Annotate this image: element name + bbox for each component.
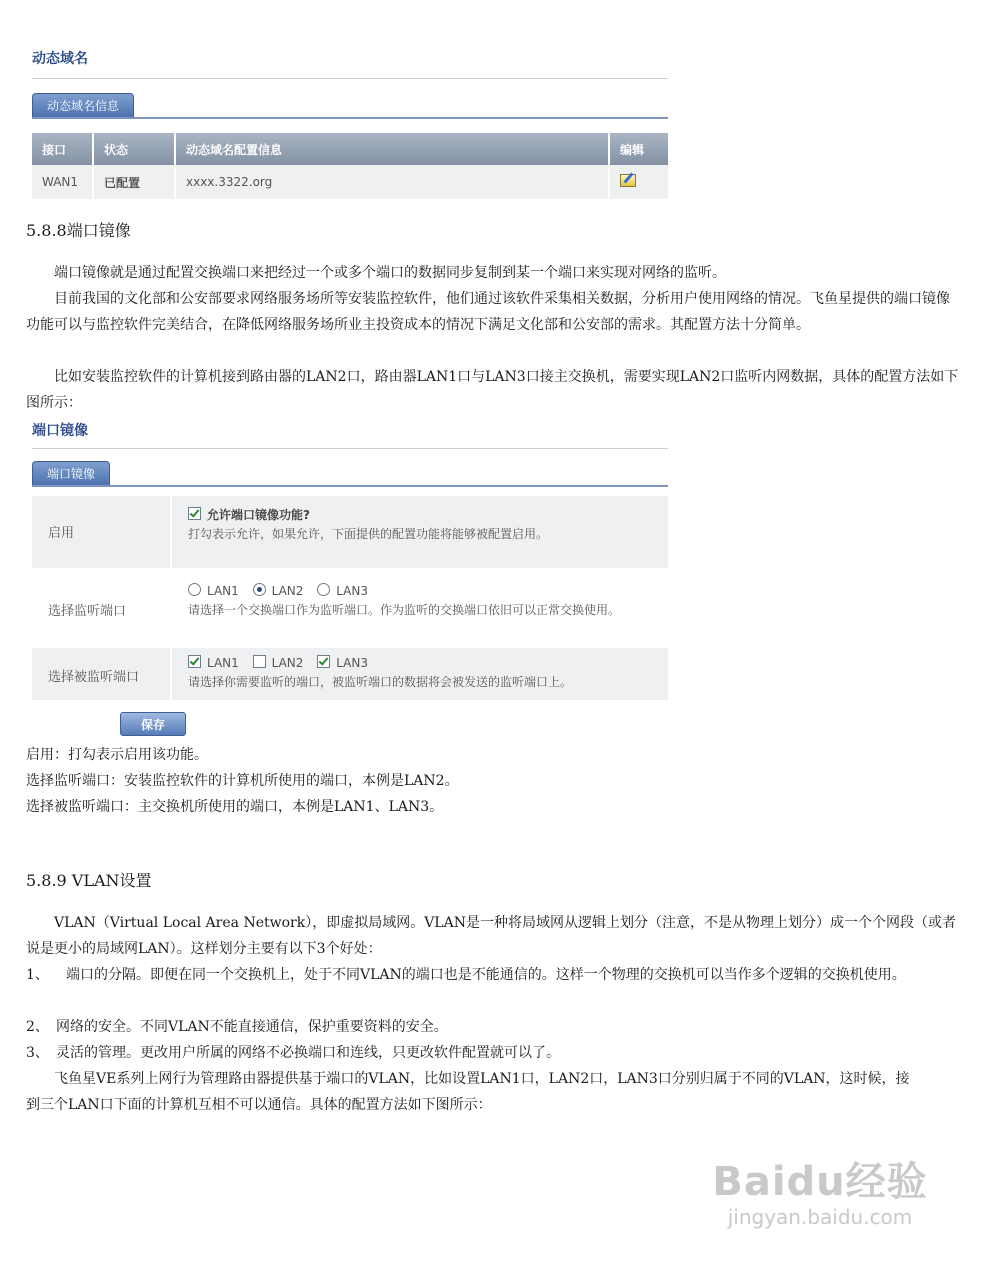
- vlan-benefit-2-num: 2、: [26, 1019, 49, 1035]
- mirror-title: 端口镜像: [32, 423, 88, 439]
- section-588-p1: 端口镜像就是通过配置交换端口来把经过一个或多个端口的数据同步复制到某一个端口来实现对网络的监听。: [54, 265, 726, 281]
- monitored-option-lan3-label: LAN3: [336, 656, 368, 670]
- monitor-label: 选择监听端口: [48, 604, 127, 619]
- enable-hint: 打勾表示允许，如果允许，下面提供的配置功能将能够被配置启用。: [188, 527, 549, 541]
- vlan-benefit-2: [26, 1014, 961, 1040]
- col-edit: 编辑: [609, 133, 668, 165]
- ddns-title: 动态域名: [32, 51, 88, 67]
- row-info: xxxx.3322.org: [175, 165, 609, 199]
- enable-checkbox-line: [188, 506, 660, 525]
- monitor-option-lan3[interactable]: [317, 584, 368, 598]
- monitor-option-lan2-label: LAN2: [271, 584, 304, 598]
- monitored-row-divider: [170, 648, 172, 700]
- monitored-option-lan2-label: LAN2: [271, 656, 304, 670]
- enable-row-divider: [170, 496, 172, 568]
- mirror-title-rule: [32, 448, 668, 449]
- monitored-row: [32, 648, 668, 700]
- col-status: 状态: [93, 133, 175, 165]
- enable-checkbox[interactable]: [188, 507, 201, 520]
- monitor-option-lan3-label: LAN3: [336, 584, 368, 598]
- monitored-option-lan3[interactable]: [317, 656, 368, 670]
- save-button[interactable]: 保存: [120, 712, 186, 736]
- monitored-hint: 请选择你需要监听的端口，被监听端口的数据将会被发送的监听端口上。: [188, 675, 573, 689]
- note-monitored: 选择被监听端口：主交换机所使用的端口，本例是LAN1、LAN3。: [26, 799, 444, 815]
- ddns-table: [32, 133, 668, 199]
- monitor-option-lan2[interactable]: [253, 584, 304, 598]
- monitored-checkbox-lan2[interactable]: [253, 655, 266, 668]
- row-status: 已配置: [93, 165, 175, 199]
- ddns-header-row: [32, 133, 668, 165]
- monitored-option-lan2[interactable]: [253, 656, 304, 670]
- table-row: [32, 165, 668, 199]
- monitored-option-lan1-label: LAN1: [207, 656, 239, 670]
- edit-icon[interactable]: [620, 174, 636, 187]
- monitored-option-lan1[interactable]: [188, 656, 239, 670]
- ddns-tab-rule: [32, 117, 668, 119]
- note-monitor: 选择监听端口：安装监控软件的计算机所使用的端口，本例是LAN2。: [26, 773, 459, 789]
- section-589-p1: VLAN（Virtual Local Area Network），即虚拟局域网。VLAN是一种将局域网从逻辑上划分（注意，不是从物理上划分）成一个个网段（或者说是更小的局域网LAN）。这样划分主要有以下3个好处：: [26, 915, 956, 957]
- col-interface: 接口: [32, 133, 93, 165]
- watermark-url: jingyan.baidu.com: [727, 1205, 913, 1229]
- monitor-option-lan1[interactable]: [188, 584, 239, 598]
- vlan-benefit-1-num: 1、: [26, 967, 49, 983]
- watermark-logo: Baidu经验: [712, 1159, 928, 1205]
- monitored-checkbox-lan1[interactable]: [188, 655, 201, 668]
- mirror-panel: [32, 420, 668, 750]
- vlan-benefit-3: [26, 1040, 961, 1066]
- enable-checkbox-label: 允许端口镜像功能?: [207, 508, 310, 522]
- enable-label: 启用: [48, 526, 75, 541]
- vlan-benefit-1-text: 端口的分隔。即便在同一个交换机上，处于不同VLAN的端口也是不能通信的。这样一个物理的交换机可以当作多个逻辑的交换机使用。: [66, 967, 906, 983]
- enable-content: [188, 506, 660, 544]
- ddns-tab-bar: [32, 93, 668, 117]
- ddns-panel: [32, 48, 668, 199]
- monitor-options: [188, 582, 660, 601]
- mirror-tab-rule: [32, 485, 668, 487]
- monitored-content: [188, 654, 660, 692]
- monitor-option-lan1-label: LAN1: [207, 584, 239, 598]
- section-589-p2: 飞鱼星VE系列上网行为管理路由器提供基于端口的VLAN，比如设置LAN1口，LAN2口，LAN3口分别归属于不同的VLAN，这时候，接到三个LAN口下面的计算机互相不可以通信。具体的配置方法如下图所示：: [26, 1071, 910, 1113]
- monitor-content: [188, 582, 660, 620]
- monitor-radio-lan1[interactable]: [188, 583, 201, 596]
- vlan-benefit-3-num: 3、: [26, 1045, 49, 1061]
- ddns-tab[interactable]: 动态域名信息: [32, 93, 134, 117]
- section-588-p2: 目前我国的文化部和公安部要求网络服务场所等安装监控软件，他们通过该软件采集相关数据，分析用户使用网络的情况。飞鱼星提供的端口镜像功能可以与监控软件完美结合，在降低网络服务场所业主投资成本的情况下满足文化部和公安部的需求。其配置方法十分简单。: [26, 291, 950, 333]
- row-interface: WAN1: [32, 165, 93, 199]
- monitor-row: [32, 580, 668, 644]
- vlan-benefit-3-text: 灵活的管理。更改用户所属的网络不必换端口和连线，只更改软件配置就可以了。: [56, 1045, 560, 1061]
- monitored-checkbox-lan3[interactable]: [317, 655, 330, 668]
- monitor-hint: 请选择一个交换端口作为监听端口。作为监听的交换端口依旧可以正常交换使用。: [188, 603, 621, 617]
- section-589-heading: 5.8.9 VLAN设置: [26, 871, 152, 890]
- ddns-title-rule: [32, 78, 668, 79]
- note-enable: 启用：打勾表示启用该功能。: [26, 747, 208, 763]
- col-info: 动态域名配置信息: [175, 133, 609, 165]
- monitored-label: 选择被监听端口: [48, 670, 140, 685]
- monitor-radio-lan2[interactable]: [253, 583, 266, 596]
- mirror-tab-bar: [32, 461, 668, 485]
- baidu-watermark: [700, 1150, 940, 1229]
- vlan-benefit-2-text: 网络的安全。不同VLAN不能直接通信，保护重要资料的安全。: [56, 1019, 448, 1035]
- monitor-radio-lan3[interactable]: [317, 583, 330, 596]
- enable-row: [32, 496, 668, 568]
- monitored-options: [188, 654, 660, 673]
- mirror-tab[interactable]: 端口镜像: [32, 461, 110, 485]
- vlan-benefit-1: [26, 962, 961, 988]
- monitor-row-divider: [170, 580, 172, 644]
- section-588-p3: 比如安装监控软件的计算机接到路由器的LAN2口，路由器LAN1口与LAN3口接主交换机，需要实现LAN2口监听内网数据，具体的配置方法如下图所示：: [26, 369, 959, 411]
- section-588-heading: 5.8.8端口镜像: [26, 221, 131, 240]
- row-edit-cell: [609, 165, 668, 199]
